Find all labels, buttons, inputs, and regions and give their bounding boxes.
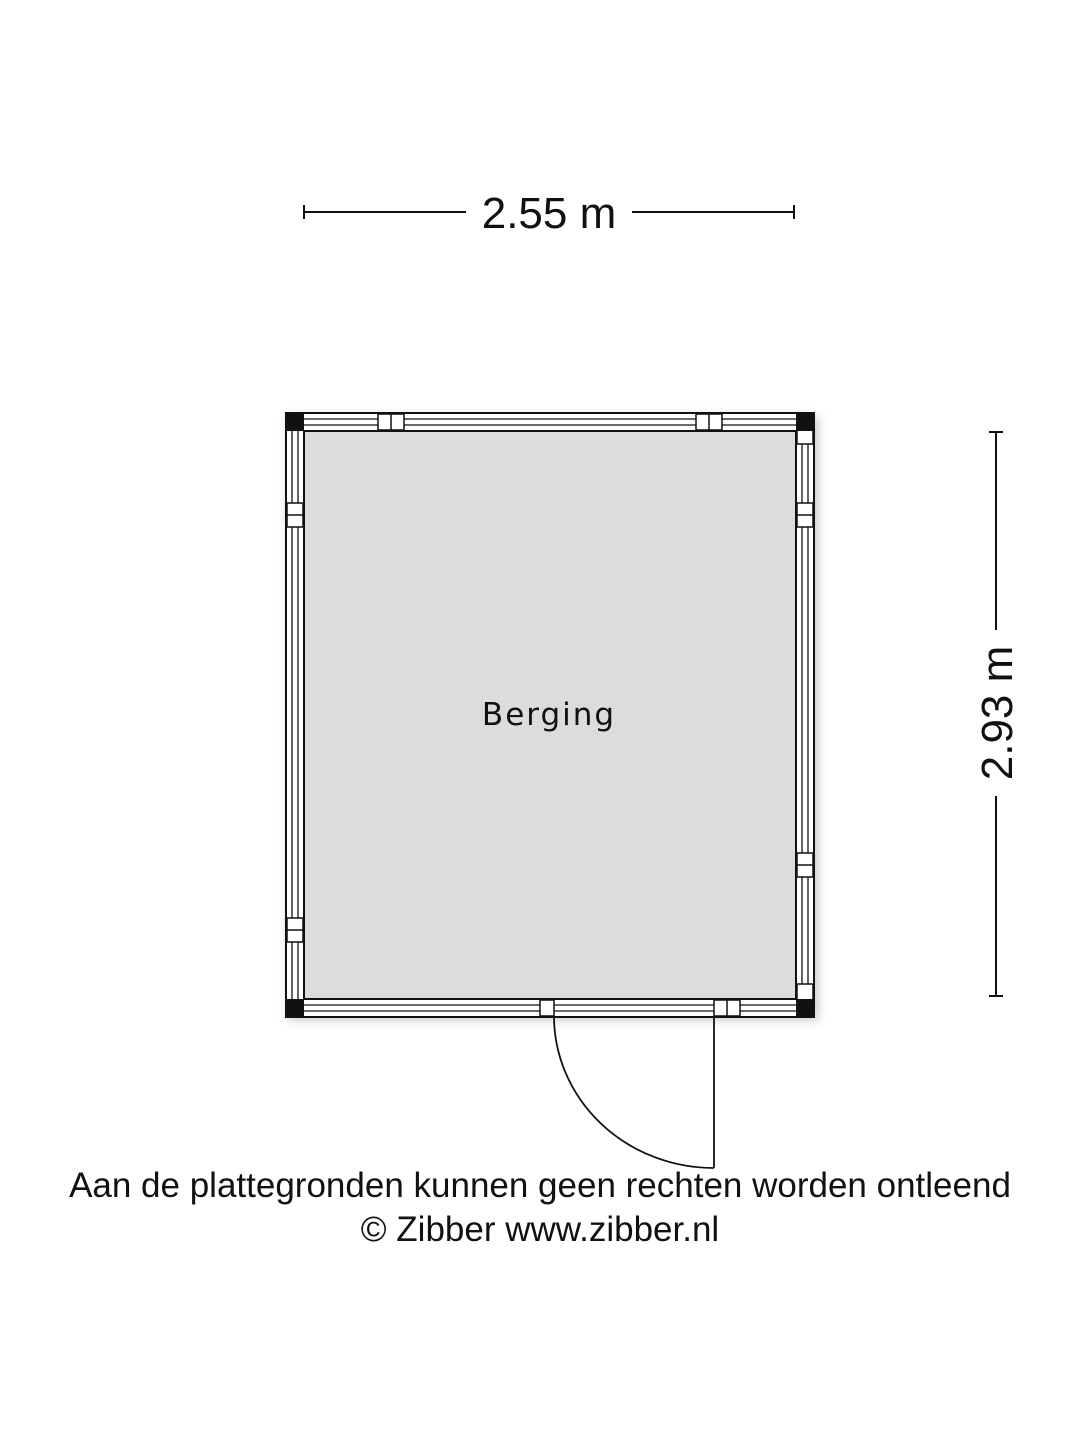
height-dimension-label: 2.93 m	[973, 645, 1022, 781]
room-berging	[286, 413, 818, 1168]
door	[554, 1016, 714, 1168]
corner-post-top-right	[796, 413, 814, 431]
width-dimension-label: 2.55 m	[481, 189, 617, 238]
corner-post-bottom-left	[286, 999, 304, 1017]
disclaimer-text: Aan de plattegronden kunnen geen rechten worden ontleend	[69, 1166, 1011, 1205]
corner-post-bottom-right	[796, 999, 814, 1017]
width-dimension	[304, 189, 794, 238]
door-swing-arc	[554, 1016, 714, 1168]
copyright-text: © Zibber www.zibber.nl	[360, 1210, 720, 1249]
room-label: Berging	[481, 697, 617, 733]
corner-post-top-left	[286, 413, 304, 431]
height-dimension	[973, 432, 1022, 996]
